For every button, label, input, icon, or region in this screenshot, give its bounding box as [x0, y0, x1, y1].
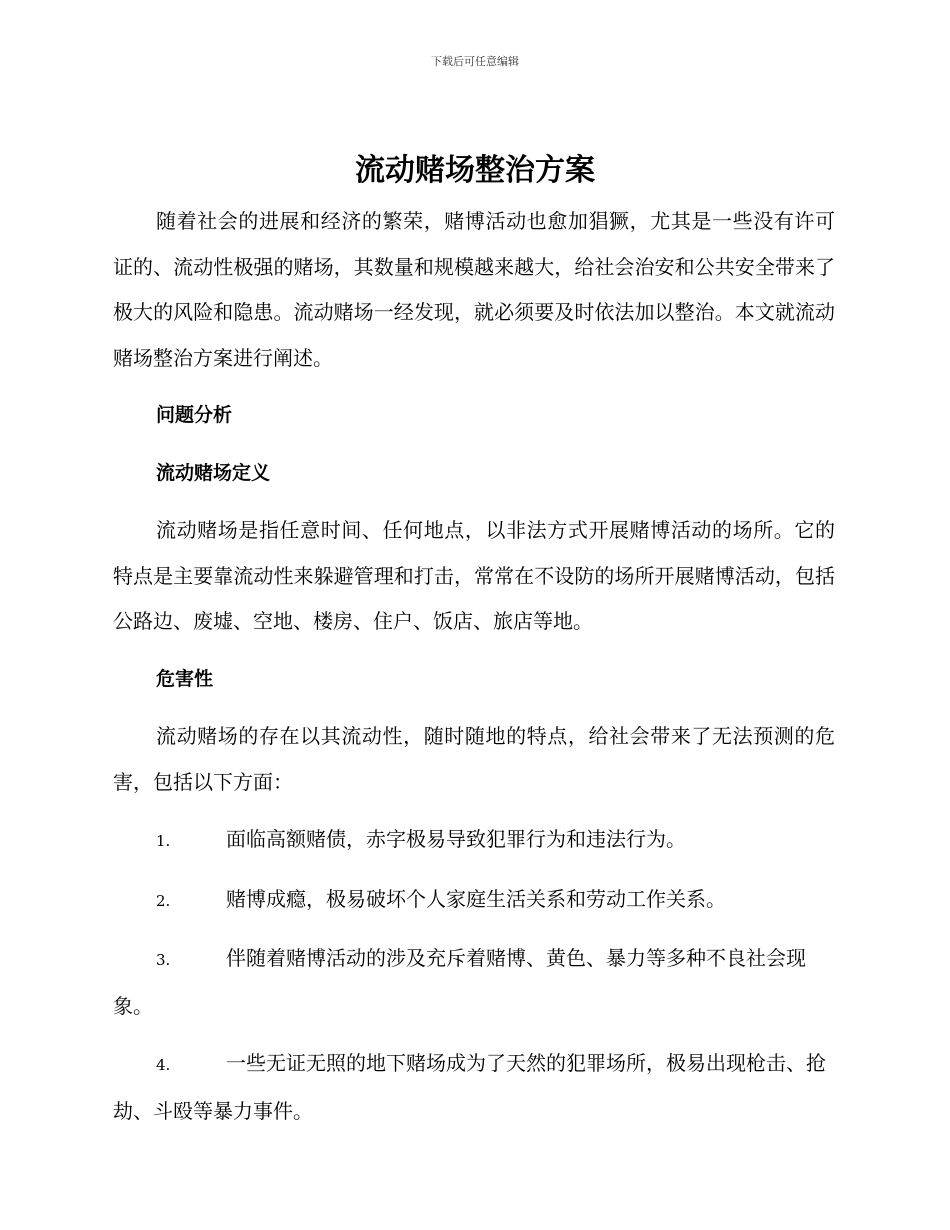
list-text: 一些无证无照的地下赌场成为了天然的犯罪场所，极易出现枪击、抢劫、斗殴等暴力事件。: [113, 1051, 826, 1123]
subsection-heading-harm: 危害性: [156, 667, 214, 690]
list-number: 2.: [156, 891, 171, 910]
section-heading-problem-analysis: 问题分析: [156, 404, 233, 426]
harm-list-item: [113, 936, 835, 1029]
list-number: 4.: [156, 1056, 171, 1074]
harm-list-item: [113, 1041, 835, 1134]
harm-list-item: [113, 877, 835, 925]
list-text: 面临高额赌债，赤字极易导致犯罪行为和违法行为。: [226, 827, 686, 851]
page-header-note: 下载后可任意编辑: [431, 55, 519, 68]
list-number: 1.: [156, 832, 171, 850]
list-text: 伴随着赌博活动的涉及充斥着赌博、黄色、暴力等多种不良社会现象。: [113, 946, 806, 1018]
harm-list-item: [113, 817, 835, 865]
subsection-heading-definition: 流动赌场定义: [156, 461, 271, 484]
definition-paragraph: 流动赌场是指任意时间、任何地点，以非法方式开展赌博活动的场所。它的特点是主要靠流动性来躲避管理和打击，常常在不设防的场所开展赌博活动，包括公路边、废墟、空地、楼房、住户、饭店、旅店等地。: [113, 518, 835, 633]
document-title: 流动赌场整治方案: [355, 153, 595, 188]
list-text: 赌博成瘾，极易破坏个人家庭生活关系和劳动工作关系。: [226, 886, 726, 911]
document-body: [113, 199, 835, 1134]
list-number: 3.: [156, 951, 171, 969]
intro-paragraph: 随着社会的进展和经济的繁荣，赌博活动也愈加猖獗，尤其是一些没有许可证的、流动性极强的赌场，其数量和规模越来越大，给社会治安和公共安全带来了极大的风险和隐患。流动赌场一经发现，就必须要及时依法加以整治。本文就流动赌场整治方案进行阐述。: [113, 209, 835, 370]
harm-paragraph: 流动赌场的存在以其流动性，随时随地的特点，给社会带来了无法预测的危害，包括以下方面：: [113, 724, 835, 794]
